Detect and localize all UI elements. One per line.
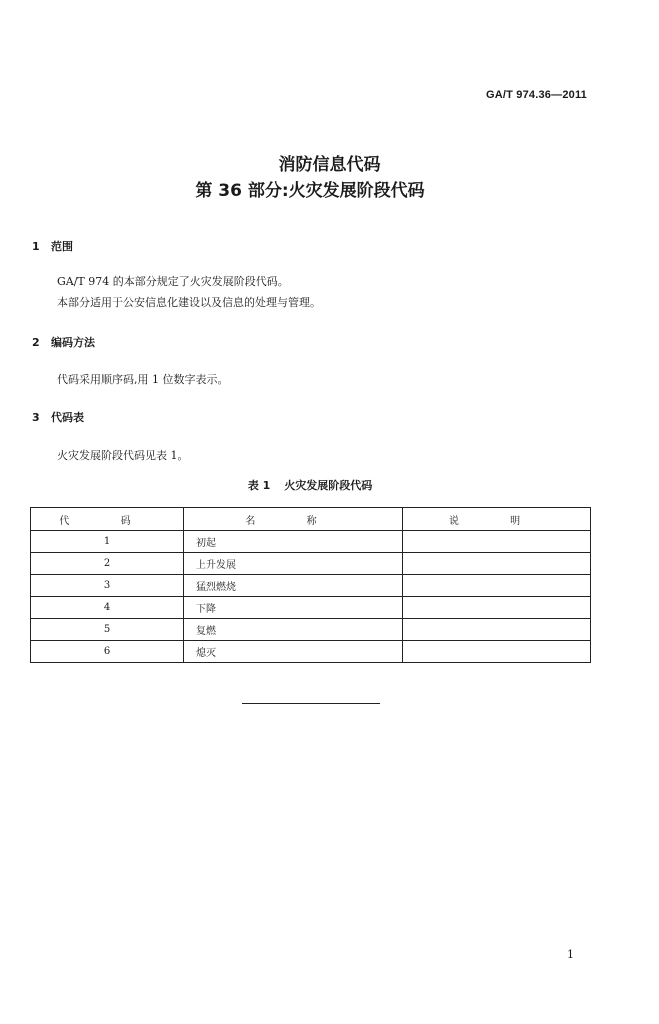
- cell-name: 熄灭: [184, 641, 403, 663]
- section-heading-coding-method: [32, 334, 95, 350]
- table-row: [31, 619, 591, 641]
- paragraph: 火灾发展阶段代码见表 1。: [57, 449, 189, 462]
- cell-code: 3: [31, 575, 184, 597]
- document-title: 消防信息代码: [278, 155, 381, 175]
- table-row: [31, 575, 591, 597]
- cell-note: [403, 619, 591, 641]
- cell-name: 复燃: [184, 619, 403, 641]
- table-caption: [0, 477, 620, 493]
- cell-note: [403, 531, 591, 553]
- code-table: [30, 507, 591, 663]
- paragraph: 本部分适用于公安信息化建设以及信息的处理与管理。: [57, 296, 321, 309]
- end-rule: [242, 703, 380, 704]
- section-number: 1: [32, 240, 40, 253]
- section-title: 编码方法: [51, 336, 95, 349]
- cell-note: [403, 553, 591, 575]
- header-note: 说 明: [403, 508, 591, 531]
- cell-name: 下降: [184, 597, 403, 619]
- cell-code: 4: [31, 597, 184, 619]
- cell-note: [403, 575, 591, 597]
- table-row: [31, 553, 591, 575]
- table-row: [31, 597, 591, 619]
- cell-name: 上升发展: [184, 553, 403, 575]
- table-title: 火灾发展阶段代码: [284, 479, 373, 492]
- table-number: 表 1: [247, 479, 271, 492]
- cell-note: [403, 641, 591, 663]
- cell-name: 初起: [184, 531, 403, 553]
- section-body-coding-method: [57, 369, 229, 390]
- table-row: [31, 531, 591, 553]
- section-body-code-table: [57, 445, 189, 466]
- cell-note: [403, 597, 591, 619]
- header-code: 代 码: [31, 508, 184, 531]
- cell-code: 2: [31, 553, 184, 575]
- table-header-row: [31, 508, 591, 531]
- header-name: 名 称: [184, 508, 403, 531]
- paragraph: GA/T 974 的本部分规定了火灾发展阶段代码。: [57, 275, 289, 288]
- cell-code: 1: [31, 531, 184, 553]
- table-row: [31, 641, 591, 663]
- cell-code: 5: [31, 619, 184, 641]
- standard-number: GA/T 974.36—2011: [485, 89, 587, 101]
- section-heading-code-table: [32, 409, 84, 425]
- section-number: 2: [32, 336, 40, 349]
- section-heading-scope: [32, 238, 73, 254]
- cell-code: 6: [31, 641, 184, 663]
- section-number: 3: [32, 411, 40, 424]
- cell-name: 猛烈燃烧: [184, 575, 403, 597]
- section-title: 范围: [51, 240, 73, 253]
- page-number: 1: [567, 948, 574, 961]
- paragraph: 代码采用顺序码,用 1 位数字表示。: [57, 373, 229, 386]
- section-title: 代码表: [51, 411, 84, 424]
- section-body-scope: [57, 271, 321, 313]
- document-subtitle: 第 36 部分:火灾发展阶段代码: [195, 181, 425, 201]
